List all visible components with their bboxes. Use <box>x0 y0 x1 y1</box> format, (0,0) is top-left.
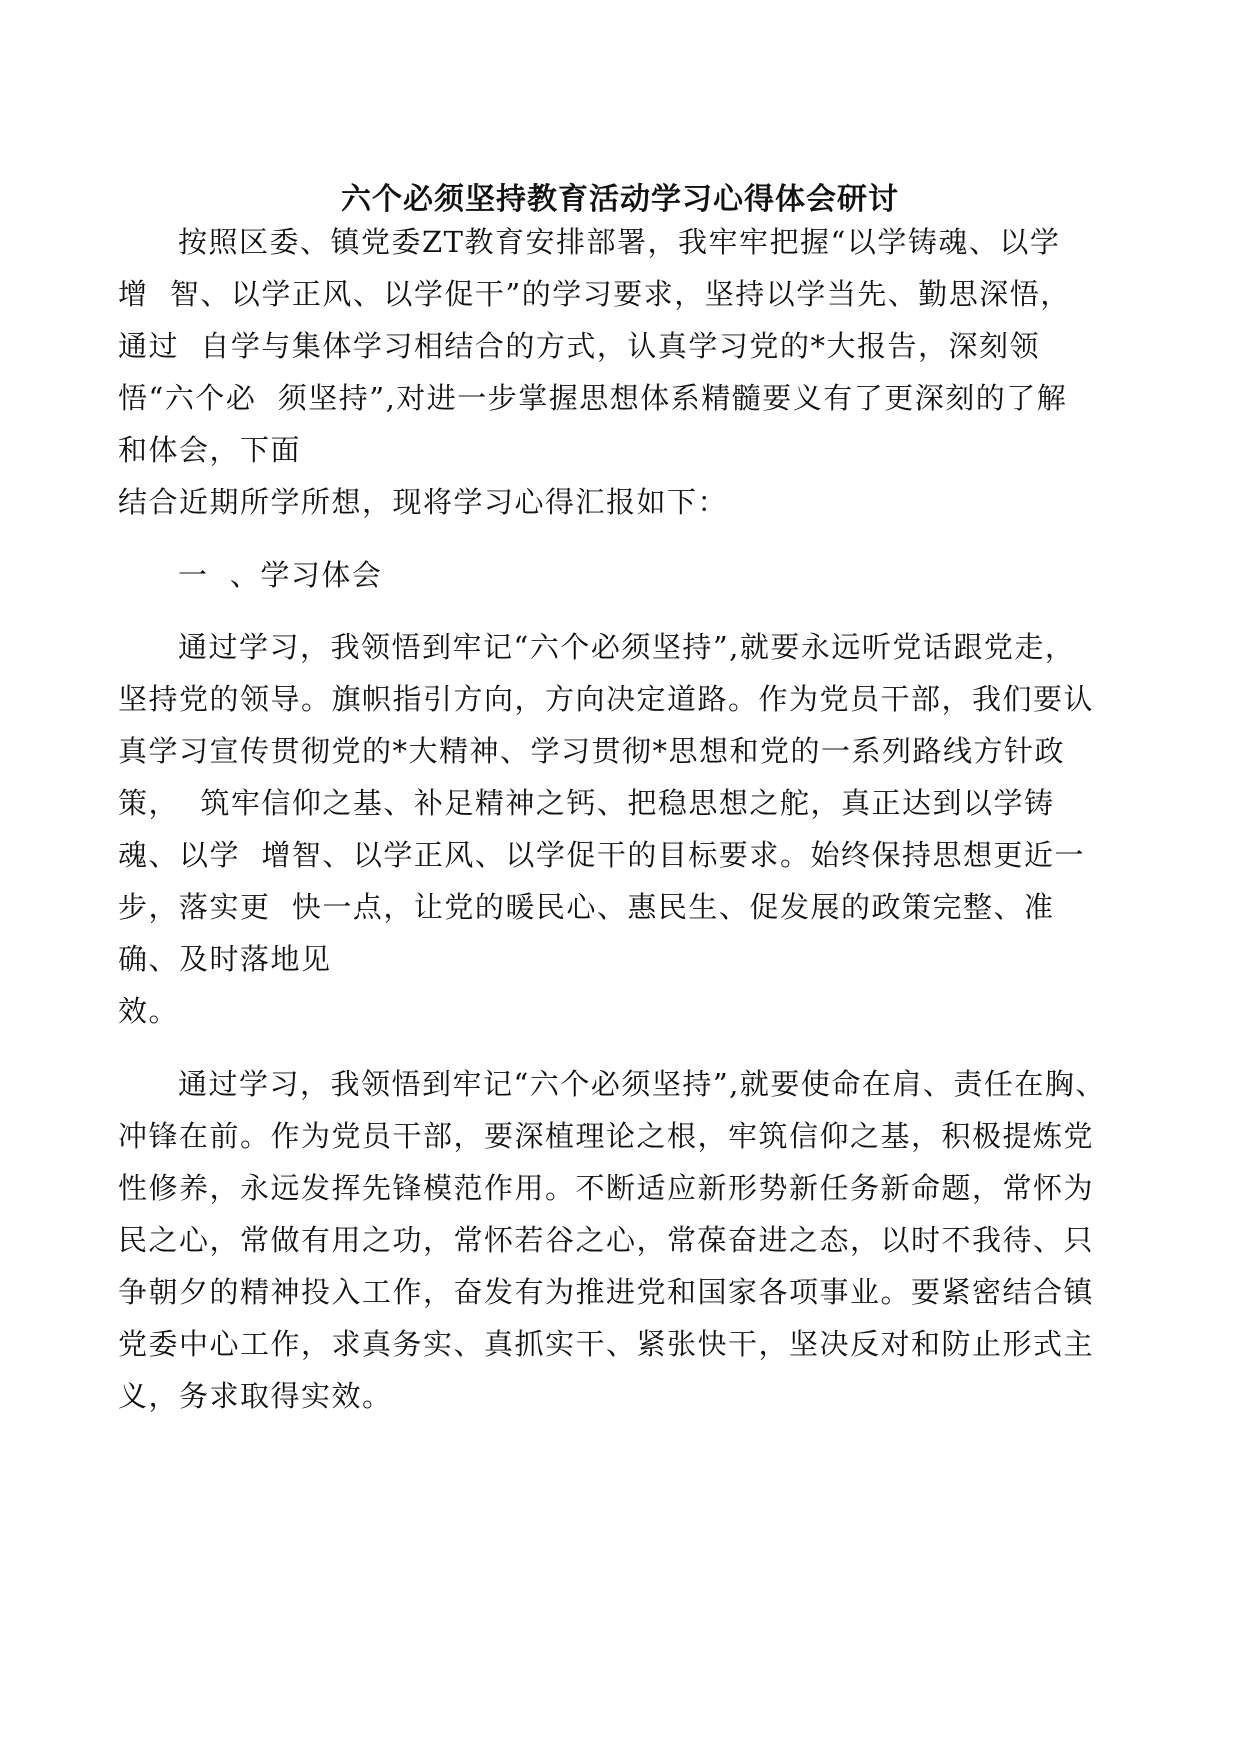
body-line: 增 智、以学正风、以学促干”的学习要求，坚持以学当先、勤思深悟， <box>118 277 1071 311</box>
body-line: 效。 <box>118 994 180 1028</box>
body-line: 争朝夕的精神投入工作，奋发有为推进党和国家各项事业。要紧密结合镇 <box>118 1275 1095 1309</box>
body-line: 结合近期所学所想，现将学习心得汇报如下： <box>118 485 729 519</box>
body-line: 党委中心工作，求真务实、真抓实干、紧张快干，坚决反对和防止形式主 <box>118 1327 1095 1361</box>
body-line: 通过 自学与集体学习相结合的方式，认真学习党的*大报告，深刻领 <box>118 329 1040 363</box>
body-line: 魂、以学 增智、以学正风、以学促干的目标要求。始终保持思想更近一 <box>118 838 1085 872</box>
body-line: 民之心，常做有用之功，常怀若谷之心，常葆奋进之态，以时不我待、只 <box>118 1223 1095 1257</box>
body-line: 真学习宣传贯彻党的*大精神、学习贯彻*思想和党的一系列路线方针政 <box>118 734 1066 768</box>
body-line: 通过学习，我领悟到牢记“六个必须坚持”,就要使命在肩、责任在胸、 <box>178 1067 1106 1101</box>
body-line: 步，落实更 快一点，让党的暖民心、惠民生、促发展的政策完整、准 <box>118 890 1055 924</box>
body-line: 和体会，下面 <box>118 433 302 467</box>
body-line: 通过学习，我领悟到牢记“六个必须坚持”,就要永远听党话跟党走， <box>178 630 1076 664</box>
document-title: 六个必须坚持教育活动学习心得体会研讨 <box>341 182 899 217</box>
body-line: 义，务求取得实效。 <box>118 1379 393 1413</box>
body-line: 确、及时落地见 <box>118 942 332 976</box>
body-line: 策， 筑牢信仰之基、补足精神之钙、把稳思想之舵，真正达到以学铸 <box>118 786 1055 820</box>
body-line: 坚持党的领导。旗帜指引方向，方向决定道路。作为党员干部，我们要认 <box>118 682 1095 716</box>
section-heading: 一 、学习体会 <box>178 558 383 592</box>
body-line: 性修养，永远发挥先锋模范作用。不断适应新形势新任务新命题，常怀为 <box>118 1171 1095 1205</box>
body-line: 按照区委、镇党委ZT教育安排部署，我牢牢把握“以学铸魂、以学 <box>178 225 1061 259</box>
body-line: 悟“六个必 须坚持”,对进一步掌握思想体系精髓要义有了更深刻的了解 <box>118 381 1068 415</box>
body-line: 冲锋在前。作为党员干部，要深植理论之根，牢筑信仰之基，积极提炼党 <box>118 1119 1095 1153</box>
